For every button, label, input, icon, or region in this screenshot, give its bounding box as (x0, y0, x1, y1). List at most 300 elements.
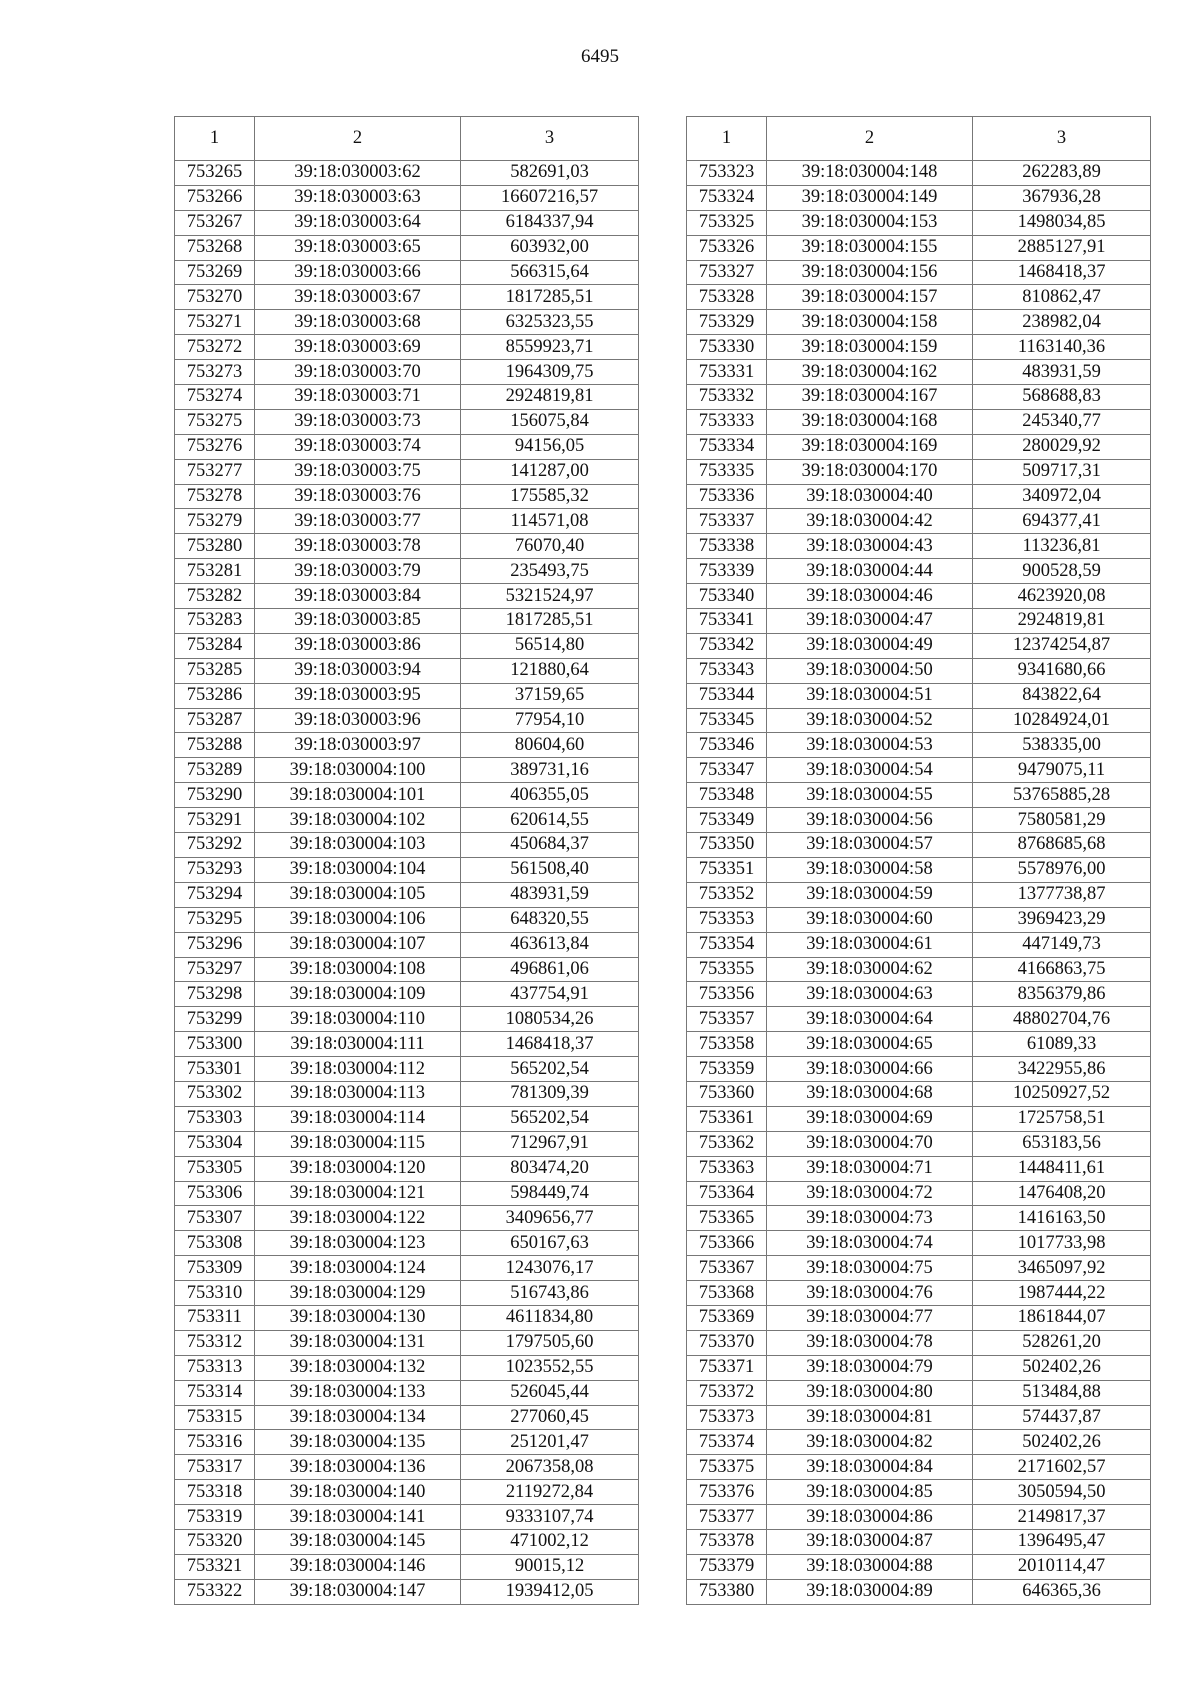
value-cell: 646365,36 (973, 1579, 1151, 1604)
value-cell: 1396495,47 (973, 1529, 1151, 1554)
column-header-3: 3 (461, 117, 639, 161)
value-cell: 3969423,29 (973, 907, 1151, 932)
cadastral-number-cell: 39:18:030004:73 (767, 1206, 973, 1231)
cadastral-number-cell: 39:18:030004:87 (767, 1529, 973, 1554)
cadastral-number-cell: 39:18:030004:124 (255, 1256, 461, 1281)
row-number-cell: 753320 (175, 1529, 255, 1554)
value-cell: 603932,00 (461, 235, 639, 260)
cadastral-number-cell: 39:18:030004:81 (767, 1405, 973, 1430)
table-row (175, 1529, 639, 1554)
table-row (175, 758, 639, 783)
cadastral-number-cell: 39:18:030004:133 (255, 1380, 461, 1405)
table-row (175, 1281, 639, 1306)
table-row (687, 1554, 1151, 1579)
row-number-cell: 753297 (175, 957, 255, 982)
cadastral-number-cell: 39:18:030004:169 (767, 434, 973, 459)
cadastral-number-cell: 39:18:030003:86 (255, 633, 461, 658)
cadastral-number-cell: 39:18:030003:85 (255, 609, 461, 634)
value-cell: 502402,26 (973, 1430, 1151, 1455)
cadastral-number-cell: 39:18:030004:101 (255, 783, 461, 808)
value-cell: 653183,56 (973, 1131, 1151, 1156)
value-cell: 156075,84 (461, 409, 639, 434)
cadastral-number-cell: 39:18:030004:115 (255, 1131, 461, 1156)
column-header-2: 2 (255, 117, 461, 161)
table-row (175, 982, 639, 1007)
row-number-cell: 753340 (687, 584, 767, 609)
cadastral-number-cell: 39:18:030004:63 (767, 982, 973, 1007)
row-number-cell: 753361 (687, 1106, 767, 1131)
cadastral-number-cell: 39:18:030004:129 (255, 1281, 461, 1306)
table-row (175, 609, 639, 634)
cadastral-number-cell: 39:18:030004:136 (255, 1455, 461, 1480)
value-cell: 1939412,05 (461, 1579, 639, 1604)
value-cell: 566315,64 (461, 260, 639, 285)
column-header-2: 2 (767, 117, 973, 161)
row-number-cell: 753276 (175, 434, 255, 459)
value-cell: 447149,73 (973, 932, 1151, 957)
row-number-cell: 753323 (687, 161, 767, 186)
value-cell: 8768685,68 (973, 833, 1151, 858)
cadastral-number-cell: 39:18:030004:153 (767, 210, 973, 235)
cadastral-number-cell: 39:18:030004:76 (767, 1281, 973, 1306)
table-row (175, 1405, 639, 1430)
cadastral-number-cell: 39:18:030004:46 (767, 584, 973, 609)
cadastral-number-cell: 39:18:030004:105 (255, 882, 461, 907)
row-number-cell: 753342 (687, 633, 767, 658)
row-number-cell: 753376 (687, 1480, 767, 1505)
value-cell: 280029,92 (973, 434, 1151, 459)
table-row (175, 1430, 639, 1455)
value-cell: 565202,54 (461, 1106, 639, 1131)
cadastral-number-cell: 39:18:030003:74 (255, 434, 461, 459)
table-row (687, 783, 1151, 808)
cadastral-number-cell: 39:18:030003:64 (255, 210, 461, 235)
cadastral-number-cell: 39:18:030004:107 (255, 932, 461, 957)
value-cell: 450684,37 (461, 833, 639, 858)
row-number-cell: 753298 (175, 982, 255, 1007)
row-number-cell: 753378 (687, 1529, 767, 1554)
value-cell: 781309,39 (461, 1081, 639, 1106)
row-number-cell: 753380 (687, 1579, 767, 1604)
value-cell: 565202,54 (461, 1057, 639, 1082)
cadastral-number-cell: 39:18:030004:42 (767, 509, 973, 534)
table-row (687, 1579, 1151, 1604)
row-number-cell: 753293 (175, 857, 255, 882)
value-cell: 238982,04 (973, 310, 1151, 335)
row-number-cell: 753348 (687, 783, 767, 808)
row-number-cell: 753302 (175, 1081, 255, 1106)
value-cell: 2885127,91 (973, 235, 1151, 260)
cadastral-number-cell: 39:18:030004:82 (767, 1430, 973, 1455)
value-cell: 900528,59 (973, 559, 1151, 584)
value-cell: 16607216,57 (461, 185, 639, 210)
value-cell: 235493,75 (461, 559, 639, 584)
value-cell: 114571,08 (461, 509, 639, 534)
table-row (687, 1305, 1151, 1330)
table-row (175, 260, 639, 285)
row-number-cell: 753266 (175, 185, 255, 210)
value-cell: 513484,88 (973, 1380, 1151, 1405)
table-row (687, 833, 1151, 858)
table-row (687, 1081, 1151, 1106)
table-row (175, 335, 639, 360)
table-row (687, 683, 1151, 708)
row-number-cell: 753353 (687, 907, 767, 932)
value-cell: 113236,81 (973, 534, 1151, 559)
table-row (687, 235, 1151, 260)
row-number-cell: 753324 (687, 185, 767, 210)
right-table (686, 116, 1151, 1605)
row-number-cell: 753345 (687, 708, 767, 733)
table-row (175, 1579, 639, 1604)
table-row (175, 633, 639, 658)
value-cell: 1987444,22 (973, 1281, 1151, 1306)
row-number-cell: 753319 (175, 1505, 255, 1530)
row-number-cell: 753283 (175, 609, 255, 634)
value-cell: 90015,12 (461, 1554, 639, 1579)
row-number-cell: 753374 (687, 1430, 767, 1455)
table-row (175, 385, 639, 410)
table-row (687, 1256, 1151, 1281)
value-cell: 389731,16 (461, 758, 639, 783)
value-cell: 2924819,81 (461, 385, 639, 410)
cadastral-number-cell: 39:18:030004:71 (767, 1156, 973, 1181)
cadastral-number-cell: 39:18:030004:78 (767, 1330, 973, 1355)
header-row (687, 117, 1151, 161)
cadastral-number-cell: 39:18:030004:69 (767, 1106, 973, 1131)
cadastral-number-cell: 39:18:030004:111 (255, 1032, 461, 1057)
table-row (687, 1156, 1151, 1181)
value-cell: 620614,55 (461, 808, 639, 833)
row-number-cell: 753295 (175, 907, 255, 932)
table-row (687, 633, 1151, 658)
table-row (687, 1330, 1151, 1355)
value-cell: 803474,20 (461, 1156, 639, 1181)
row-number-cell: 753356 (687, 982, 767, 1007)
cadastral-number-cell: 39:18:030004:170 (767, 459, 973, 484)
row-number-cell: 753329 (687, 310, 767, 335)
table-row (175, 1380, 639, 1405)
row-number-cell: 753326 (687, 235, 767, 260)
table-row (175, 1057, 639, 1082)
value-cell: 6325323,55 (461, 310, 639, 335)
cadastral-number-cell: 39:18:030004:141 (255, 1505, 461, 1530)
cadastral-number-cell: 39:18:030004:149 (767, 185, 973, 210)
cadastral-number-cell: 39:18:030004:120 (255, 1156, 461, 1181)
table-row (687, 1505, 1151, 1530)
table-row (175, 1256, 639, 1281)
table-row (687, 1281, 1151, 1306)
row-number-cell: 753296 (175, 932, 255, 957)
cadastral-number-cell: 39:18:030004:57 (767, 833, 973, 858)
cadastral-number-cell: 39:18:030004:44 (767, 559, 973, 584)
table-row (687, 1131, 1151, 1156)
table-row (687, 1480, 1151, 1505)
table-row (175, 409, 639, 434)
table-row (175, 285, 639, 310)
row-number-cell: 753359 (687, 1057, 767, 1082)
cadastral-number-cell: 39:18:030004:64 (767, 1007, 973, 1032)
table-row (687, 434, 1151, 459)
table-row (175, 833, 639, 858)
value-cell: 76070,40 (461, 534, 639, 559)
cadastral-number-cell: 39:18:030004:54 (767, 758, 973, 783)
cadastral-number-cell: 39:18:030004:89 (767, 1579, 973, 1604)
row-number-cell: 753344 (687, 683, 767, 708)
row-number-cell: 753346 (687, 733, 767, 758)
table-row (175, 1554, 639, 1579)
row-number-cell: 753316 (175, 1430, 255, 1455)
table-row (175, 1181, 639, 1206)
cadastral-number-cell: 39:18:030004:108 (255, 957, 461, 982)
column-header-3: 3 (973, 117, 1151, 161)
row-number-cell: 753301 (175, 1057, 255, 1082)
table-row (175, 708, 639, 733)
cadastral-number-cell: 39:18:030003:97 (255, 733, 461, 758)
table-row (175, 1480, 639, 1505)
cadastral-number-cell: 39:18:030004:140 (255, 1480, 461, 1505)
cadastral-number-cell: 39:18:030004:148 (767, 161, 973, 186)
value-cell: 4611834,80 (461, 1305, 639, 1330)
cadastral-number-cell: 39:18:030003:68 (255, 310, 461, 335)
table-row (687, 559, 1151, 584)
table-row (687, 932, 1151, 957)
value-cell: 483931,59 (461, 882, 639, 907)
cadastral-number-cell: 39:18:030003:79 (255, 559, 461, 584)
row-number-cell: 753273 (175, 360, 255, 385)
table-row (687, 1106, 1151, 1131)
cadastral-number-cell: 39:18:030004:62 (767, 957, 973, 982)
value-cell: 340972,04 (973, 484, 1151, 509)
cadastral-number-cell: 39:18:030003:73 (255, 409, 461, 434)
row-number-cell: 753377 (687, 1505, 767, 1530)
table-row (687, 210, 1151, 235)
row-number-cell: 753337 (687, 509, 767, 534)
value-cell: 141287,00 (461, 459, 639, 484)
row-number-cell: 753339 (687, 559, 767, 584)
cadastral-number-cell: 39:18:030004:167 (767, 385, 973, 410)
row-number-cell: 753286 (175, 683, 255, 708)
value-cell: 1377738,87 (973, 882, 1151, 907)
table-row (687, 1032, 1151, 1057)
row-number-cell: 753328 (687, 285, 767, 310)
value-cell: 77954,10 (461, 708, 639, 733)
table-row (687, 360, 1151, 385)
table-row (687, 484, 1151, 509)
cadastral-number-cell: 39:18:030004:158 (767, 310, 973, 335)
table-row (175, 185, 639, 210)
cadastral-number-cell: 39:18:030004:53 (767, 733, 973, 758)
row-number-cell: 753304 (175, 1131, 255, 1156)
table-row (687, 758, 1151, 783)
cadastral-number-cell: 39:18:030004:40 (767, 484, 973, 509)
table-row (687, 335, 1151, 360)
cadastral-number-cell: 39:18:030004:114 (255, 1106, 461, 1131)
cadastral-number-cell: 39:18:030004:147 (255, 1579, 461, 1604)
table-row (175, 1007, 639, 1032)
value-cell: 843822,64 (973, 683, 1151, 708)
cadastral-number-cell: 39:18:030003:95 (255, 683, 461, 708)
table-row (687, 857, 1151, 882)
row-number-cell: 753285 (175, 658, 255, 683)
cadastral-number-cell: 39:18:030004:77 (767, 1305, 973, 1330)
value-cell: 437754,91 (461, 982, 639, 1007)
cadastral-number-cell: 39:18:030003:94 (255, 658, 461, 683)
cadastral-number-cell: 39:18:030004:102 (255, 808, 461, 833)
cadastral-number-cell: 39:18:030004:68 (767, 1081, 973, 1106)
value-cell: 1080534,26 (461, 1007, 639, 1032)
value-cell: 1964309,75 (461, 360, 639, 385)
value-cell: 2010114,47 (973, 1554, 1151, 1579)
row-number-cell: 753288 (175, 733, 255, 758)
table-row (687, 1430, 1151, 1455)
table-row (175, 783, 639, 808)
cadastral-number-cell: 39:18:030004:109 (255, 982, 461, 1007)
left-table-body (175, 161, 639, 1605)
table-row (175, 658, 639, 683)
table-row (175, 360, 639, 385)
row-number-cell: 753310 (175, 1281, 255, 1306)
row-number-cell: 753343 (687, 658, 767, 683)
table-row (175, 683, 639, 708)
cadastral-number-cell: 39:18:030003:96 (255, 708, 461, 733)
table-row (687, 534, 1151, 559)
value-cell: 1468418,37 (461, 1032, 639, 1057)
row-number-cell: 753278 (175, 484, 255, 509)
value-cell: 1163140,36 (973, 335, 1151, 360)
value-cell: 4623920,08 (973, 584, 1151, 609)
row-number-cell: 753291 (175, 808, 255, 833)
row-number-cell: 753350 (687, 833, 767, 858)
cadastral-number-cell: 39:18:030004:145 (255, 1529, 461, 1554)
cadastral-number-cell: 39:18:030004:88 (767, 1554, 973, 1579)
value-cell: 121880,64 (461, 658, 639, 683)
value-cell: 516743,86 (461, 1281, 639, 1306)
cadastral-number-cell: 39:18:030004:70 (767, 1131, 973, 1156)
table-row (175, 509, 639, 534)
row-number-cell: 753373 (687, 1405, 767, 1430)
value-cell: 8559923,71 (461, 335, 639, 360)
row-number-cell: 753371 (687, 1355, 767, 1380)
row-number-cell: 753365 (687, 1206, 767, 1231)
table-row (175, 1206, 639, 1231)
row-number-cell: 753334 (687, 434, 767, 459)
row-number-cell: 753332 (687, 385, 767, 410)
table-row (175, 857, 639, 882)
row-number-cell: 753287 (175, 708, 255, 733)
row-number-cell: 753277 (175, 459, 255, 484)
cadastral-number-cell: 39:18:030003:66 (255, 260, 461, 285)
table-row (687, 733, 1151, 758)
table-row (687, 1007, 1151, 1032)
cadastral-number-cell: 39:18:030004:43 (767, 534, 973, 559)
value-cell: 2171602,57 (973, 1455, 1151, 1480)
row-number-cell: 753305 (175, 1156, 255, 1181)
row-number-cell: 753317 (175, 1455, 255, 1480)
row-number-cell: 753284 (175, 633, 255, 658)
table-row (687, 1455, 1151, 1480)
cadastral-number-cell: 39:18:030004:113 (255, 1081, 461, 1106)
table-row (687, 882, 1151, 907)
left-table (174, 116, 639, 1605)
value-cell: 12374254,87 (973, 633, 1151, 658)
table-row (687, 982, 1151, 1007)
value-cell: 502402,26 (973, 1355, 1151, 1380)
table-row (175, 1505, 639, 1530)
table-row (175, 1106, 639, 1131)
row-number-cell: 753282 (175, 584, 255, 609)
value-cell: 245340,77 (973, 409, 1151, 434)
cadastral-number-cell: 39:18:030003:63 (255, 185, 461, 210)
table-row (175, 1032, 639, 1057)
value-cell: 6184337,94 (461, 210, 639, 235)
value-cell: 37159,65 (461, 683, 639, 708)
row-number-cell: 753341 (687, 609, 767, 634)
table-row (687, 584, 1151, 609)
header-row (175, 117, 639, 161)
table-row (175, 534, 639, 559)
table-row (175, 1231, 639, 1256)
cadastral-number-cell: 39:18:030004:159 (767, 335, 973, 360)
value-cell: 1416163,50 (973, 1206, 1151, 1231)
row-number-cell: 753279 (175, 509, 255, 534)
cadastral-number-cell: 39:18:030004:84 (767, 1455, 973, 1480)
row-number-cell: 753364 (687, 1181, 767, 1206)
row-number-cell: 753269 (175, 260, 255, 285)
cadastral-number-cell: 39:18:030003:65 (255, 235, 461, 260)
row-number-cell: 753347 (687, 758, 767, 783)
table-row (687, 459, 1151, 484)
row-number-cell: 753309 (175, 1256, 255, 1281)
row-number-cell: 753272 (175, 335, 255, 360)
cadastral-number-cell: 39:18:030004:110 (255, 1007, 461, 1032)
row-number-cell: 753367 (687, 1256, 767, 1281)
value-cell: 48802704,76 (973, 1007, 1151, 1032)
value-cell: 561508,40 (461, 857, 639, 882)
row-number-cell: 753325 (687, 210, 767, 235)
cadastral-number-cell: 39:18:030004:50 (767, 658, 973, 683)
value-cell: 175585,32 (461, 484, 639, 509)
value-cell: 694377,41 (973, 509, 1151, 534)
cadastral-number-cell: 39:18:030004:162 (767, 360, 973, 385)
value-cell: 1243076,17 (461, 1256, 639, 1281)
cadastral-number-cell: 39:18:030003:67 (255, 285, 461, 310)
cadastral-number-cell: 39:18:030004:49 (767, 633, 973, 658)
value-cell: 574437,87 (973, 1405, 1151, 1430)
cadastral-number-cell: 39:18:030004:131 (255, 1330, 461, 1355)
table-row (175, 584, 639, 609)
value-cell: 10284924,01 (973, 708, 1151, 733)
cadastral-number-cell: 39:18:030003:76 (255, 484, 461, 509)
value-cell: 1448411,61 (973, 1156, 1151, 1181)
cadastral-number-cell: 39:18:030004:56 (767, 808, 973, 833)
table-row (687, 1181, 1151, 1206)
row-number-cell: 753274 (175, 385, 255, 410)
value-cell: 367936,28 (973, 185, 1151, 210)
cadastral-number-cell: 39:18:030004:168 (767, 409, 973, 434)
value-cell: 5321524,97 (461, 584, 639, 609)
row-number-cell: 753267 (175, 210, 255, 235)
row-number-cell: 753303 (175, 1106, 255, 1131)
row-number-cell: 753315 (175, 1405, 255, 1430)
table-row (687, 185, 1151, 210)
row-number-cell: 753275 (175, 409, 255, 434)
value-cell: 94156,05 (461, 434, 639, 459)
value-cell: 463613,84 (461, 932, 639, 957)
table-row (175, 1455, 639, 1480)
value-cell: 277060,45 (461, 1405, 639, 1430)
row-number-cell: 753354 (687, 932, 767, 957)
